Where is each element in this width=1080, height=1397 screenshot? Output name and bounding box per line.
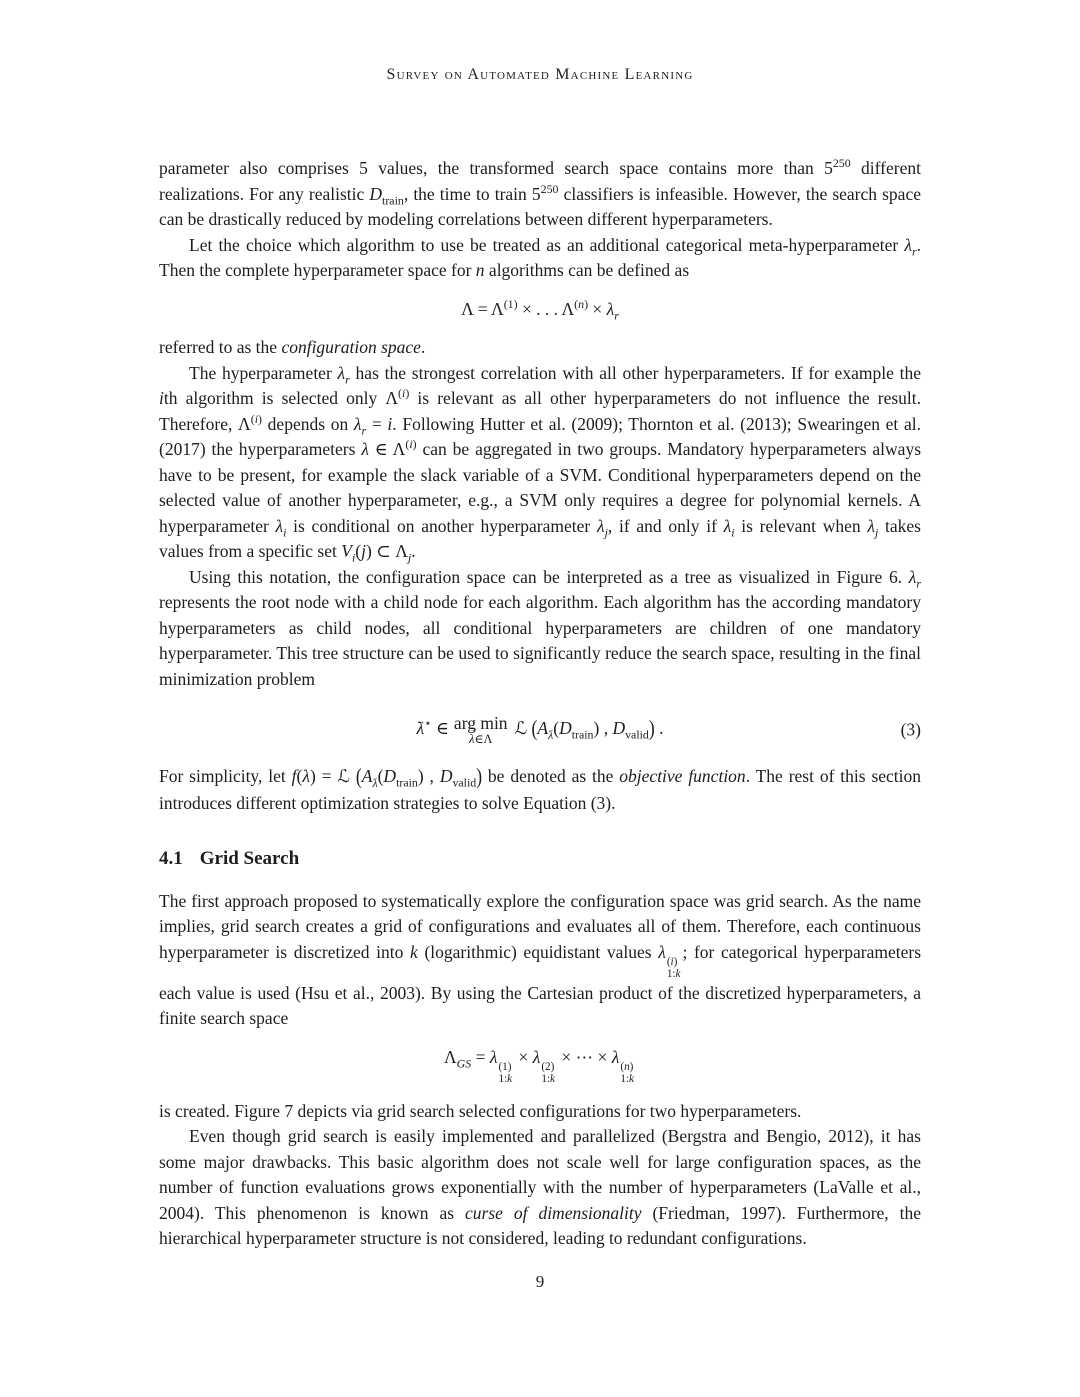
- section-heading: [159, 846, 921, 872]
- equation-3-rhs: ℒ ($A_\lambda(D_{train})$ , $D_{valid}$) .: [514, 715, 664, 742]
- running-header: Survey on Automated Machine Learning: [386, 66, 694, 83]
- equation-3-body: [416, 713, 664, 746]
- argmin-label: arg min: [453, 713, 508, 733]
- paragraph-2: Let the choice which algorithm to use be treated as an additional categorical meta-hyperparameter $\lambda_r$. Then the complete hyperparameter space for n algorithms can be defined as: [159, 234, 921, 280]
- equation-configuration-space: $\Lambda = \Lambda^{(1)}$ × . . . $\Lambda^{(n)} \times \lambda_r$: [461, 296, 619, 322]
- equation-number: (3): [900, 719, 921, 740]
- paragraph-3: The hyperparameter $\lambda_r$ has the strongest correlation with all other hyperparameters. If for example the ith algorithm is selected only $\Lambda^{(i)}$ is relevant as all other hyperparameters do not influence the result. Therefore, $\Lambda^{(i)}$ depends on $\lambda_r = i$. Following Hutter et al. (2009); Thornton et al. (2013); Swearingen et al. (2017) the hyperparameters λ ∈ $\Lambda^{(i)}$ can be aggregated in two groups. Mandatory hyperparameters always have to be present, for example the slack variable of a SVM. Conditional hyperparameters depend on the selected value of another hyperparameter, e.g., a SVM only requires a degree for polynomial kernels. A hyperparameter $\lambda_i$ is conditional on another hyperparameter $\lambda_j$, if and only if $\lambda_i$ is relevant when $\lambda_j$ takes values from a specific set $V_i(j)$ ⊂ $\Lambda_j$.: [159, 362, 922, 565]
- argmin-operator: [454, 714, 508, 746]
- equation-3: [159, 714, 921, 746]
- paragraph-1: parameter also comprises 5 values, the transformed search space contains more than $5^{250}$ different realizations. For any realistic $D_{train}$, the time to train $5^{250}$ classifiers is infeasible. However, the search space can be drastically reduced by modeling correlations between different hyperparameters.: [159, 156, 921, 229]
- paragraph-8: Even though grid search is easily implemented and parallelized (Bergstra and Bengio, 2012), it has some major drawbacks. This basic algorithm does not scale well for large configuration spaces, as the number of function evaluations grows exponentially with the number of hyperparameters (LaValle et al., 2004). This phenomenon is known as curse of dimensionality (Friedman, 1997). Furthermore, the hierarchical hyperparameter structure is not considered, leading to redundant configurations.: [159, 1126, 921, 1249]
- paragraph-2-continued: referred to as the configuration space.: [159, 337, 426, 357]
- paragraph-6: The first approach proposed to systematically explore the configuration space was grid search. As the name implies, grid search creates a grid of configurations and evaluates all of them. Therefore, each continuous hyperparameter is discretized into k (logarithmic) equidistant values λ (i) 1:k ; for categorical hyperparameters each value is used (Hsu et al., 2003). By using the Cartesian product of the discretized hyperparameters, a finite search space: [159, 890, 922, 1029]
- paragraph-5: For simplicity, let f(λ) = ℒ ($A_\lambda(D_{train})$ , $D_{valid}$) be denoted as the objective function. The rest of this section introduces different optimization strategies to solve Equation (3).: [159, 763, 922, 813]
- paragraph-7: is created. Figure 7 depicts via grid search selected configurations for two hyperparameters.: [159, 1100, 802, 1121]
- section-title: Grid Search: [199, 848, 300, 870]
- page-number: 9: [535, 1272, 545, 1291]
- argmin-subscript: λ →∈Λ: [469, 733, 492, 746]
- equation-3-lhs: λ →⋆ ∈: [417, 718, 449, 738]
- section-number: 4.1: [159, 848, 183, 870]
- page-body: [159, 156, 921, 1252]
- paragraph-4: Using this notation, the configuration space can be interpreted as a tree as visualized in Figure 6. $\lambda_r$ represents the root node with a child node for each algorithm. Each algorithm has the according mandatory hyperparameters as child nodes, all conditional hyperparameters are children of one mandatory hyperparameter. This tree structure can be used to significantly reduce the search space, resulting in the final minimization problem: [159, 566, 921, 689]
- equation-grid-search-space: $\Lambda_{GS} = \lambda$ (1) 1:k × λ (2) 1:k × ⋯ × λ (n) 1:k: [443, 1046, 635, 1086]
